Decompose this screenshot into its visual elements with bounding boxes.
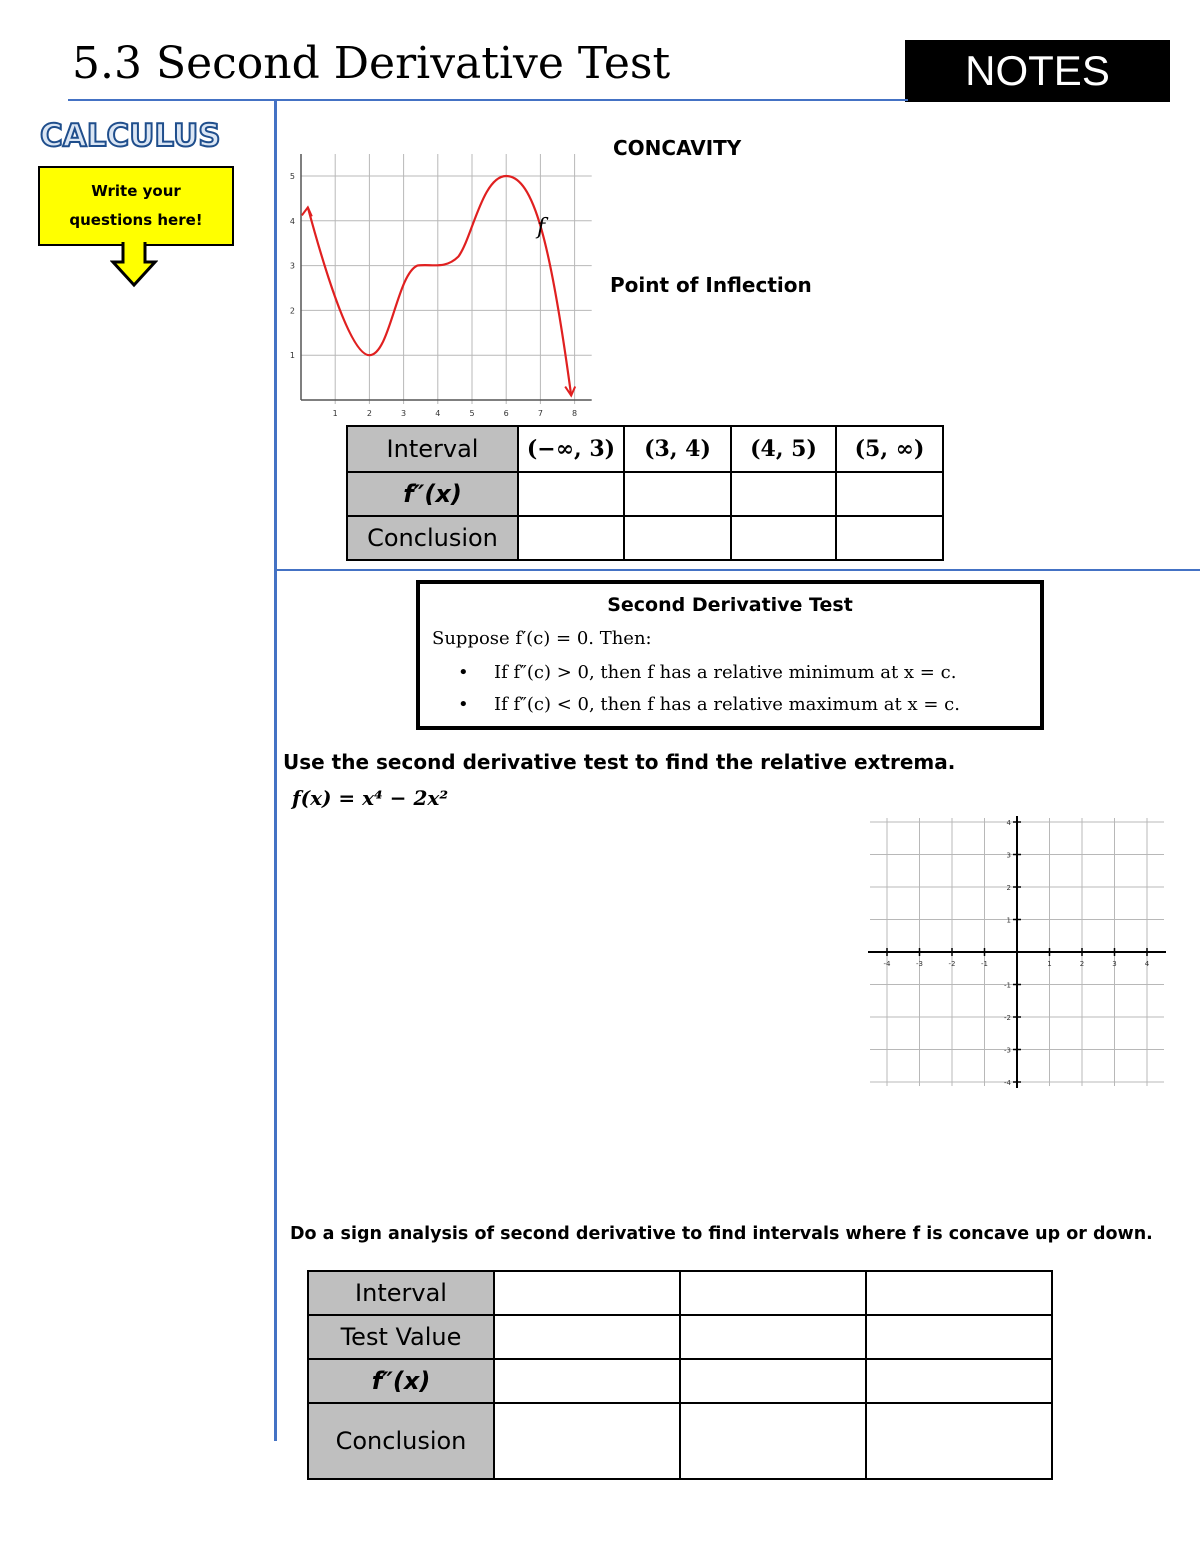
row-header-conclusion: Conclusion (308, 1403, 494, 1479)
page-title: 5.3 Second Derivative Test (72, 38, 671, 89)
answer-cell (680, 1271, 866, 1315)
answer-cell (866, 1403, 1052, 1479)
concavity-graph (282, 152, 602, 420)
test-title: Second Derivative Test (607, 594, 853, 616)
question-prompt-line2: questions here! (69, 211, 203, 229)
answer-cell (731, 516, 836, 560)
y-tick-label: 2 (289, 306, 295, 316)
sidebar-divider (274, 101, 277, 1441)
x-tick-label: -4 (883, 960, 891, 968)
row-header-test-value: Test Value (308, 1315, 494, 1359)
header-rule (68, 99, 908, 101)
y-tick-label: 3 (289, 261, 295, 271)
x-tick-label: 2 (366, 409, 372, 418)
x-tick-label: -1 (981, 960, 988, 968)
answer-cell (680, 1315, 866, 1359)
example-instruction: Use the second derivative test to find the relative extrema. (283, 750, 956, 774)
answer-cell (680, 1403, 866, 1479)
y-tick-label: -2 (1004, 1014, 1011, 1022)
x-tick-label: 1 (332, 409, 338, 418)
coordinate-grid (866, 814, 1168, 1090)
x-tick-label: 3 (1112, 960, 1117, 968)
answer-cell (866, 1359, 1052, 1403)
row-header-interval: Interval (347, 426, 518, 472)
interval-cell: (3, 4) (624, 426, 731, 472)
x-tick-label: 2 (1079, 960, 1085, 968)
answer-cell (494, 1403, 680, 1479)
concavity-table (346, 425, 944, 561)
answer-cell (494, 1315, 680, 1359)
answer-cell (494, 1271, 680, 1315)
x-tick-label: -2 (948, 960, 956, 968)
y-tick-label: 4 (289, 216, 295, 226)
row-header-second-derivative: f″(x) (347, 472, 518, 516)
concavity-label: CONCAVITY (613, 136, 742, 160)
y-tick-label: 3 (1006, 851, 1011, 860)
y-tick-label: 2 (1006, 884, 1011, 892)
calculus-logo: CALCULUS (40, 118, 221, 154)
answer-cell (731, 472, 836, 516)
arrowhead-left-icon (302, 207, 312, 216)
x-tick-label: 1 (1047, 960, 1052, 968)
y-tick-label: 1 (289, 351, 295, 361)
interval-cell: (−∞, 3) (518, 426, 624, 472)
inflection-label: Point of Inflection (610, 273, 812, 297)
answer-cell (494, 1359, 680, 1403)
x-tick-label: 6 (503, 409, 509, 418)
question-prompt-line1: Write your (91, 182, 181, 200)
answer-cell (836, 472, 943, 516)
down-arrow-icon (110, 242, 158, 288)
curve-label: f (536, 215, 546, 241)
example-function: f(x) = x⁴ − 2x² (292, 786, 449, 810)
x-tick-label: 4 (435, 409, 441, 418)
row-header-second-derivative: f″(x) (308, 1359, 494, 1403)
x-tick-label: -3 (916, 960, 923, 968)
test-bullet-max: • If f″(c) < 0, then f has a relative maximum at x = c. (458, 694, 960, 715)
answer-cell (866, 1271, 1052, 1315)
x-tick-label: 4 (1144, 960, 1150, 968)
interval-cell: (5, ∞) (836, 426, 943, 472)
row-header-interval: Interval (308, 1271, 494, 1315)
test-bullet-min: • If f″(c) > 0, then f has a relative minimum at x = c. (458, 662, 957, 683)
section-divider (277, 569, 1200, 571)
answer-cell (624, 516, 731, 560)
answer-cell (518, 516, 624, 560)
y-tick-label: -1 (1004, 981, 1011, 990)
question-prompt-box (38, 166, 234, 246)
sign-analysis-instruction: Do a sign analysis of second derivative to find intervals where f is concave up or down. (290, 1224, 1153, 1244)
y-tick-label: 4 (1006, 819, 1011, 827)
x-tick-label: 7 (537, 409, 543, 418)
interval-cell: (4, 5) (731, 426, 836, 472)
x-tick-label: 3 (401, 409, 407, 418)
x-tick-label: 8 (572, 409, 578, 418)
answer-cell (680, 1359, 866, 1403)
curve-f (308, 176, 571, 396)
answer-cell (836, 516, 943, 560)
second-derivative-test-box (416, 580, 1044, 730)
y-tick-label: 5 (289, 172, 295, 181)
x-tick-label: 5 (469, 409, 475, 418)
answer-cell (518, 472, 624, 516)
answer-cell (866, 1315, 1052, 1359)
notes-badge: NOTES (905, 40, 1170, 102)
y-tick-label: 1 (1006, 916, 1011, 925)
sign-analysis-table (307, 1270, 1053, 1480)
y-tick-label: -4 (1004, 1079, 1011, 1087)
row-header-conclusion: Conclusion (347, 516, 518, 560)
test-premise: Suppose f′(c) = 0. Then: (432, 628, 652, 649)
answer-cell (624, 472, 731, 516)
y-tick-label: -3 (1004, 1046, 1011, 1055)
